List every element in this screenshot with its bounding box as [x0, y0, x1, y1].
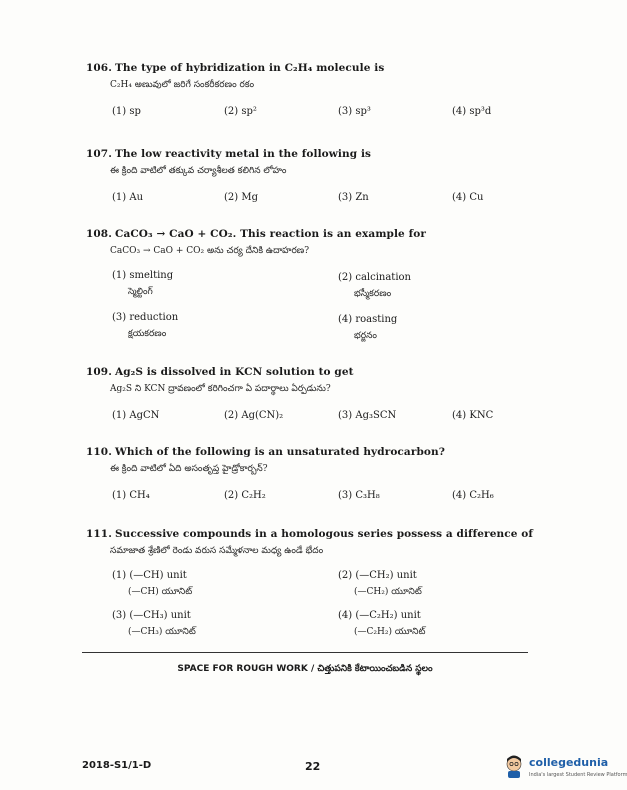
option-1: (1) sp [112, 106, 141, 117]
option-3: (3) C₃H₈ [338, 490, 380, 501]
option-4: (4) sp³d [452, 106, 492, 117]
option-3: (3) (—CH₃) unit (—CH₃) యూనిట్ [112, 610, 196, 637]
option-4: (4) (—C₂H₂) unit (—C₂H₂) యూనిట్ [338, 610, 426, 637]
option-1: (1) CH₄ [112, 490, 150, 501]
option-3: (3) reduction క్షయకరణం [112, 312, 179, 339]
question-stem: The type of hybridization in C₂H₄ molecule is [114, 62, 385, 74]
question-110 [86, 446, 526, 504]
option-1: (1) AgCN [112, 410, 160, 421]
options-row [86, 410, 526, 424]
option-4: (4) C₂H₆ [452, 490, 494, 501]
option-1: (1) Au [112, 192, 144, 203]
option-3: (3) sp³ [338, 106, 371, 117]
question-stem: The low reactivity metal in the following is [114, 148, 372, 160]
option-4: (4) KNC [452, 410, 494, 421]
option-1: (1) (—CH) unit (—CH) యూనిట్ [112, 570, 193, 597]
page-number: 22 [305, 760, 321, 773]
rough-work-label: SPACE FOR ROUGH WORK / చిత్తుపనికి కేటాయించబడిన స్థలం [177, 664, 433, 674]
question-107 [86, 148, 526, 206]
question-stem: Successive compounds in a homologous series possess a difference of [114, 528, 533, 540]
options-row [86, 490, 526, 504]
question-telugu: CaCO₃ → CaO + CO₂ అను చర్య దేనికి ఉదాహరణ? [110, 246, 310, 256]
question-stem: Ag₂S is dissolved in KCN solution to get [114, 366, 354, 378]
logo-name: collegedunia [529, 756, 609, 769]
option-1: (1) smelting స్మెల్టింగ్ [112, 270, 174, 297]
question-stem: Which of the following is an unsaturated hydrocarbon? [114, 446, 445, 458]
option-4: (4) Cu [452, 192, 484, 203]
question-108 [86, 228, 526, 348]
option-3: (3) Ag₃SCN [338, 410, 397, 421]
question-111 [86, 528, 536, 648]
question-106 [86, 62, 526, 120]
option-2: (2) C₂H₂ [224, 490, 266, 501]
student-mascot-icon [503, 754, 525, 778]
collegedunia-logo [503, 750, 627, 786]
paper-code: 2018-S1/1-D [82, 760, 152, 771]
option-3: (3) Zn [338, 192, 369, 203]
question-109 [86, 366, 526, 424]
option-2: (2) sp² [224, 106, 257, 117]
question-telugu: C₂H₄ అణువులో జరిగే సంకరీకరణం రకం [110, 80, 255, 90]
question-telugu: ఈ క్రింది వాటిలో తక్కువ చర్యాశీలత కలిగిన లోహం [110, 166, 287, 176]
options-row [86, 192, 526, 206]
option-2: (2) Ag(CN)₂ [224, 410, 284, 421]
question-number: 106. [86, 62, 112, 74]
logo-tagline: India's largest Student Review Platform [529, 772, 627, 778]
question-telugu: ఈ క్రింది వాటిలో ఏది అసంతృప్త హైడ్రోకార్బన్? [110, 464, 268, 474]
question-stem: CaCO₃ → CaO + CO₂. This reaction is an example for [114, 228, 426, 240]
question-number: 107. [86, 148, 112, 160]
question-telugu: Ag₂S ని KCN ద్రావణంలో కరిగించగా ఏ పదార్థాలు ఏర్పడును? [110, 384, 331, 394]
question-number: 110. [86, 446, 112, 458]
question-telugu: సమాజాత శ్రేణిలో రెండు వరుస సమ్మేళనాల మధ్య ఉండే భేదం [110, 546, 324, 556]
question-number: 108. [86, 228, 112, 240]
options-row [86, 106, 526, 120]
option-2: (2) Mg [224, 192, 258, 203]
question-number: 109. [86, 366, 112, 378]
question-number: 111. [86, 528, 112, 540]
divider-rule [82, 652, 528, 653]
option-4: (4) roasting భర్జనం [338, 314, 398, 341]
option-2: (2) (—CH₂) unit (—CH₂) యూనిట్ [338, 570, 422, 597]
option-2: (2) calcination భస్మీకరణం [338, 272, 411, 299]
